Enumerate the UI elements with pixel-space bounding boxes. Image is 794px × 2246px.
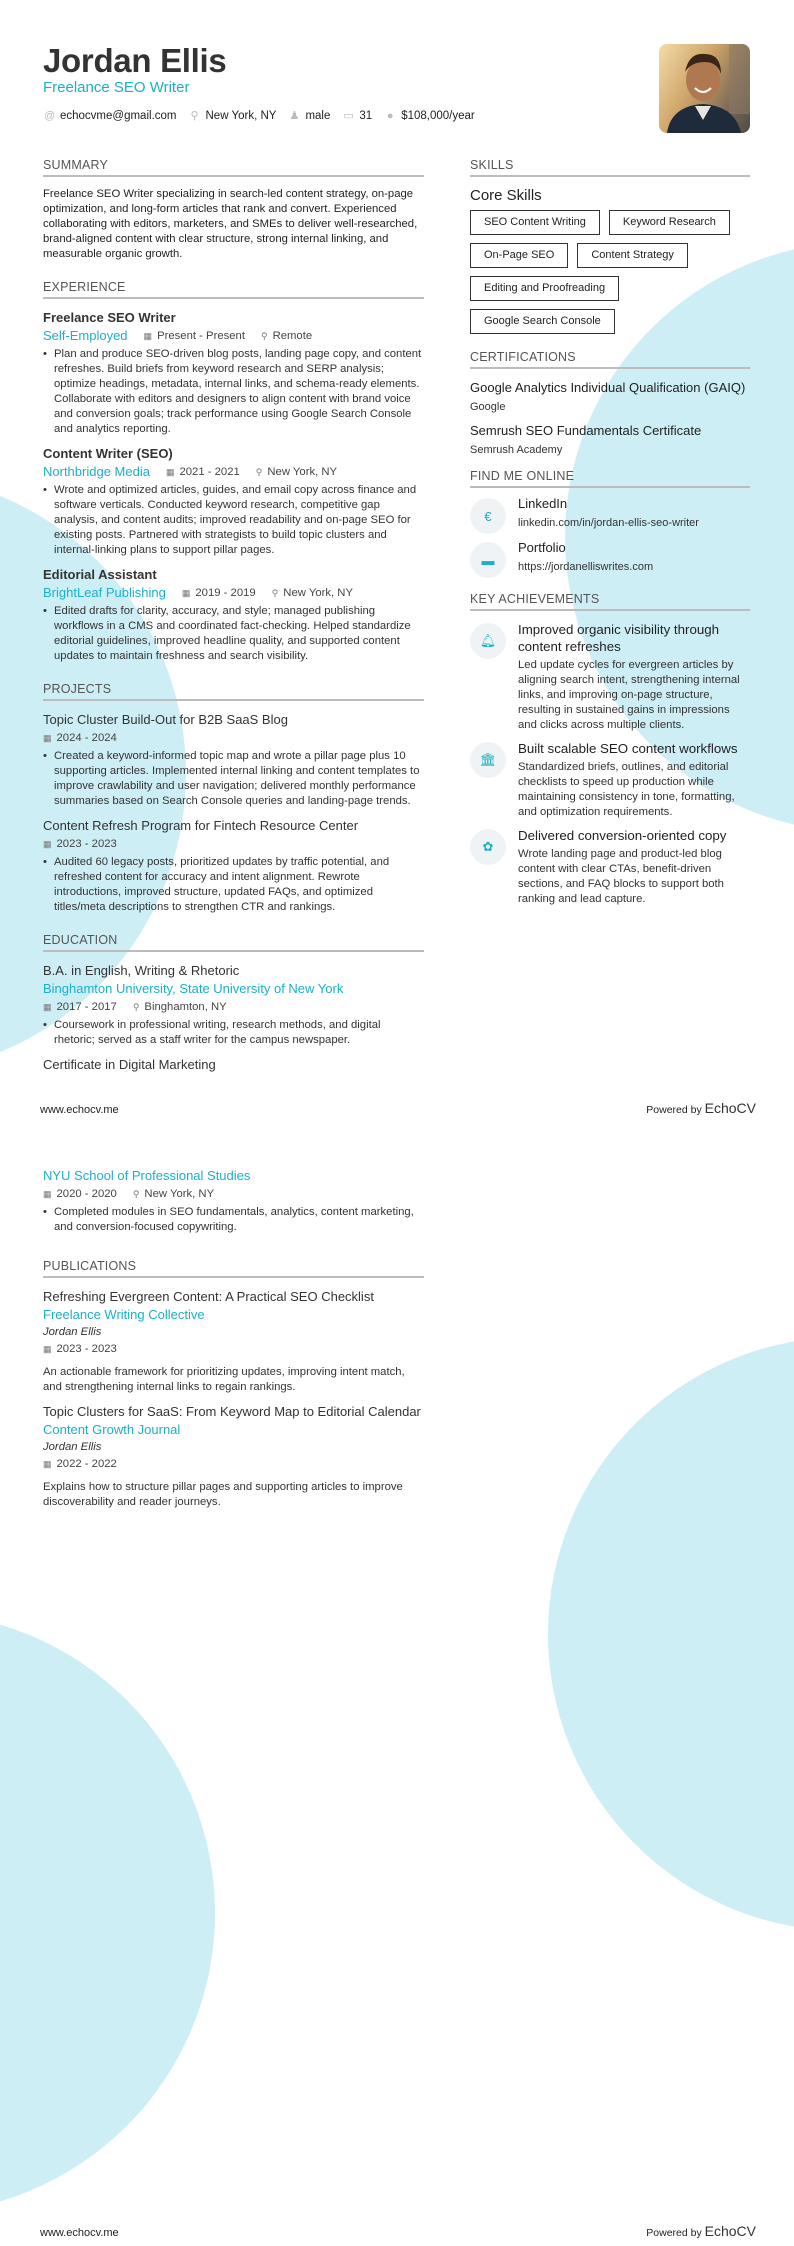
skill-tag: SEO Content Writing [470, 210, 600, 235]
contact-item [289, 109, 330, 122]
experience-section [43, 280, 424, 664]
meta-item [43, 1340, 117, 1358]
achievement-description: Standardized briefs, outlines, and editorial checklists to speed up production while maintaining consistency in tone, formatting, and optimization requirements. [518, 761, 735, 818]
gear-icon: ✿ [470, 829, 506, 865]
at-icon: @ [44, 109, 56, 122]
publication-entry [43, 1403, 424, 1510]
certification-issuer: Google [470, 401, 506, 413]
online-section [470, 469, 750, 578]
company-name: Northbridge Media [43, 464, 150, 479]
education-school: Binghamton University, State University of New York [43, 981, 344, 996]
map-pin-icon: ⚲ [132, 1002, 140, 1012]
meta-item [43, 998, 117, 1016]
job-bullets [43, 604, 424, 664]
job-bullets [43, 347, 424, 437]
job-location: Remote [272, 330, 313, 342]
project-bullets [43, 749, 424, 809]
calendar-icon: ▦ [43, 1002, 52, 1012]
section-heading: SKILLS [470, 158, 750, 177]
candidate-title: Freelance SEO Writer [43, 79, 190, 96]
person-icon: ♟ [289, 110, 300, 122]
chat-bubble-icon: ▬ [470, 542, 506, 578]
education-location: Binghamton, NY [144, 1001, 227, 1013]
publication-description: Explains how to structure pillar pages and supporting articles to improve discoverability and reader journeys. [43, 1481, 403, 1508]
education-bullets [43, 1018, 424, 1048]
certification-issuer: Semrush Academy [470, 444, 563, 456]
section-heading: EXPERIENCE [43, 280, 424, 299]
brand-logo: EchoCV [704, 2223, 756, 2239]
resume-page-2 [0, 1123, 794, 2246]
section-heading: SUMMARY [43, 158, 424, 177]
job-location: New York, NY [283, 587, 353, 599]
contact-item [44, 110, 177, 122]
contact-text: 31 [359, 109, 373, 122]
project-entry [43, 817, 424, 915]
online-link-linkedin[interactable] [470, 498, 750, 534]
experience-entry [43, 445, 424, 558]
education-section [43, 933, 424, 1074]
calendar-icon: ▦ [43, 1189, 52, 1199]
achievement-title: Delivered conversion-oriented copy [518, 828, 727, 843]
achievement-description: Wrote landing page and product-led blog content with clear CTAs, benefit-driven sections, and FAQ blocks to support both ranking and lead capture. [518, 848, 724, 905]
education-dates: 2020 - 2020 [56, 1188, 117, 1200]
bullet-item: • Wrote and optimized articles, guides, and email copy across finance and software verticals. Conducted keyword research, competitive gap analysis, and content audits; improved readability and on-page SEO for existing posts. Partnered with strategists to build topic clusters and internal-linking plans to support pillar pages. [43, 483, 424, 558]
contact-text: New York, NY [205, 109, 277, 122]
achievement-item [470, 740, 750, 820]
publication-meta [43, 1455, 424, 1473]
map-pin-icon: ⚲ [260, 331, 268, 341]
publications-section [43, 1259, 424, 1510]
contact-text: $108,000/year [401, 109, 475, 122]
meta-item [43, 835, 117, 853]
education-dates: 2017 - 2017 [56, 1001, 117, 1013]
calendar-icon: ▦ [143, 331, 153, 341]
bullet-item: • Coursework in professional writing, research methods, and digital rhetoric; served as a staff writer for the campus newspaper. [43, 1018, 424, 1048]
publication-title: Refreshing Evergreen Content: A Practical SEO Checklist [43, 1289, 374, 1304]
education-meta [43, 1185, 424, 1203]
skill-group-title: Core Skills [470, 187, 542, 204]
footer-powered-by [646, 1100, 756, 1116]
publication-publisher: Freelance Writing Collective [43, 1307, 205, 1322]
publication-meta [43, 1340, 424, 1358]
project-title: Content Refresh Program for Fintech Resource Center [43, 818, 359, 833]
project-dates: 2023 - 2023 [56, 838, 117, 850]
projects-section [43, 682, 424, 915]
online-label: LinkedIn [518, 496, 568, 511]
footer-powered-by [646, 2223, 756, 2239]
section-heading: CERTIFICATIONS [470, 350, 750, 369]
footer-site-link[interactable]: www.echocv.me [40, 2227, 119, 2239]
meta-item [272, 584, 353, 602]
project-meta [43, 835, 424, 853]
achievement-text [518, 827, 750, 907]
project-bullets [43, 855, 424, 915]
calendar-icon: ▦ [165, 467, 175, 477]
contact-row [44, 109, 475, 122]
project-entry [43, 711, 424, 809]
calendar-icon: ▦ [181, 588, 191, 598]
certifications-section [470, 350, 750, 457]
profile-photo [659, 44, 750, 133]
skills-section [470, 158, 750, 334]
achievement-item [470, 621, 750, 733]
project-title: Topic Cluster Build-Out for B2B SaaS Blog [43, 712, 288, 727]
decorative-circle [0, 1612, 215, 2214]
publication-dates: 2022 - 2022 [56, 1458, 117, 1470]
job-role: Freelance SEO Writer [43, 310, 176, 325]
section-heading: FIND ME ONLINE [470, 469, 750, 488]
map-pin-icon: ⚲ [271, 588, 279, 598]
calendar-icon: ▦ [43, 839, 52, 849]
online-link-portfolio[interactable] [470, 542, 750, 578]
skill-tag: On-Page SEO [470, 243, 568, 268]
publication-author: Jordan Ellis [43, 1326, 102, 1338]
bank-icon: 🏛︎ [470, 742, 506, 778]
dollar-coin-icon: ● [386, 109, 394, 122]
project-meta [43, 729, 424, 747]
company-name: BrightLeaf Publishing [43, 585, 166, 600]
meta-item [261, 327, 312, 345]
map-pin-icon: ⚲ [132, 1189, 140, 1199]
education-degree: Certificate in Digital Marketing [43, 1057, 216, 1072]
map-pin-icon: ⚲ [190, 110, 199, 122]
left-column [43, 158, 424, 1092]
meta-item [256, 463, 337, 481]
publication-title: Topic Clusters for SaaS: From Keyword Map to Editorial Calendar [43, 1404, 421, 1419]
bullet-item: • Plan and produce SEO-driven blog posts, landing page copy, and content refreshes. Build briefs from keyword research and SERP analysis; optimize headings, metadata, internal links, and schema-ready elements. Collaborate with editors and designers to align content with brand voice and conversion goals; track performance using Google Search Console and analytics reporting. [43, 347, 424, 437]
job-meta [43, 327, 424, 345]
online-text [518, 542, 653, 575]
contact-item [385, 110, 475, 122]
achievement-title: Built scalable SEO content workflows [518, 741, 738, 756]
skill-tag: Content Strategy [577, 243, 688, 268]
achievement-item [470, 827, 750, 907]
bullet-item: • Edited drafts for clarity, accuracy, and style; managed publishing workflows in a CMS and coordinated fact-checking. Helped standardize editorial guidelines, improved headline quality, and supported content updates to maintain freshness and search visibility. [43, 604, 424, 664]
online-url[interactable]: linkedin.com/in/jordan-ellis-seo-writer [518, 517, 699, 529]
publication-author: Jordan Ellis [43, 1441, 102, 1453]
section-heading: EDUCATION [43, 933, 424, 952]
skill-tag: Editing and Proofreading [470, 276, 619, 301]
education-entry [43, 962, 424, 1048]
job-dates: 2021 - 2021 [179, 466, 240, 478]
brand-logo: EchoCV [704, 1100, 756, 1116]
powered-label: Powered by [646, 1104, 702, 1116]
meta-item [182, 584, 256, 602]
bell-icon: 🔔︎ [470, 623, 506, 659]
calendar-icon: ▦ [43, 1344, 52, 1354]
job-dates: 2019 - 2019 [195, 587, 256, 599]
education-bullets [43, 1205, 424, 1235]
certification-title: Google Analytics Individual Qualification (GAIQ) [470, 380, 746, 395]
online-url[interactable]: https://jordanelliswrites.com [518, 561, 654, 573]
skill-tag: Keyword Research [609, 210, 730, 235]
experience-entry [43, 309, 424, 437]
certification-title: Semrush SEO Fundamentals Certificate [470, 423, 702, 438]
meta-item [133, 998, 227, 1016]
company-name: Self-Employed [43, 328, 128, 343]
education-meta [43, 998, 424, 1016]
job-role: Editorial Assistant [43, 567, 157, 582]
euro-coin-icon: € [470, 498, 506, 534]
job-meta [43, 584, 424, 602]
footer-site-link[interactable]: www.echocv.me [40, 1104, 119, 1116]
publication-dates: 2023 - 2023 [56, 1343, 117, 1355]
skill-tag: Google Search Console [470, 309, 615, 334]
decorative-circle [548, 1337, 794, 1931]
contact-item [190, 109, 277, 122]
achievement-title: Improved organic visibility through content refreshes [518, 622, 720, 654]
job-bullets [43, 483, 424, 558]
achievement-text [518, 740, 750, 820]
job-dates: Present - Present [157, 330, 245, 342]
left-column-continued [43, 1167, 424, 1528]
meta-item [43, 729, 117, 747]
job-meta [43, 463, 424, 481]
calendar-icon: ▦ [43, 1459, 52, 1469]
job-role: Content Writer (SEO) [43, 446, 173, 461]
section-heading: PROJECTS [43, 682, 424, 701]
job-location: New York, NY [267, 466, 338, 478]
contact-text: echocvme@gmail.com [60, 109, 177, 122]
education-location: New York, NY [144, 1188, 215, 1200]
meta-item [43, 1455, 117, 1473]
meta-item [144, 327, 245, 345]
section-heading: KEY ACHIEVEMENTS [470, 592, 750, 611]
summary-section [43, 158, 424, 262]
bullet-item: • Created a keyword-informed topic map and wrote a pillar page plus 10 supporting articles. Implemented internal linking and content templates to improve crawlability and user navigation; delivered monthly performance summaries based on Search Console queries and landing-page trends. [43, 749, 424, 809]
achievements-section [470, 592, 750, 907]
bullet-item: • Completed modules in SEO fundamentals, analytics, content marketing, and conversion-focused copywriting. [43, 1205, 424, 1235]
publication-description: An actionable framework for prioritizing updates, improving intent match, and strengthening internal links to regain rankings. [43, 1366, 405, 1393]
project-dates: 2024 - 2024 [56, 732, 117, 744]
education-school: NYU School of Professional Studies [43, 1168, 251, 1183]
meta-item [166, 463, 240, 481]
achievement-text [518, 621, 750, 733]
contact-item [343, 109, 372, 122]
experience-entry [43, 566, 424, 664]
right-column [470, 158, 750, 925]
candidate-name: Jordan Ellis [43, 42, 227, 79]
online-label: Portfolio [518, 540, 566, 555]
bullet-item: • Audited 60 legacy posts, prioritized updates by traffic potential, and refreshed content for accuracy and intent alignment. Rewrote introductions, improved structure, updated FAQs, and optimized titles/meta descriptions to strengthen CTR and rankings. [43, 855, 424, 915]
education-continued [43, 1167, 424, 1235]
publication-publisher: Content Growth Journal [43, 1422, 181, 1437]
section-heading: PUBLICATIONS [43, 1259, 424, 1278]
calendar-icon: ▭ [343, 110, 354, 122]
summary-text: Freelance SEO Writer specializing in search-led content strategy, on-page optimization, and long-form articles that rank and convert. Experienced collaborating with editors, marketers, and SMEs to deliver well-researched, brand-aligned content with clear structure, strong internal linking, and measurable organic growth. [43, 188, 418, 260]
publication-entry [43, 1288, 424, 1395]
online-text [518, 498, 699, 531]
map-pin-icon: ⚲ [255, 467, 263, 477]
powered-label: Powered by [646, 2227, 702, 2239]
contact-text: male [305, 109, 331, 122]
education-degree: B.A. in English, Writing & Rhetoric [43, 963, 240, 978]
calendar-icon: ▦ [43, 733, 52, 743]
achievement-description: Led update cycles for evergreen articles by aligning search intent, strengthening internal links, and improving on-page structure, resulting in sustained gains in impressions and clicks across multiple clients. [518, 659, 740, 731]
